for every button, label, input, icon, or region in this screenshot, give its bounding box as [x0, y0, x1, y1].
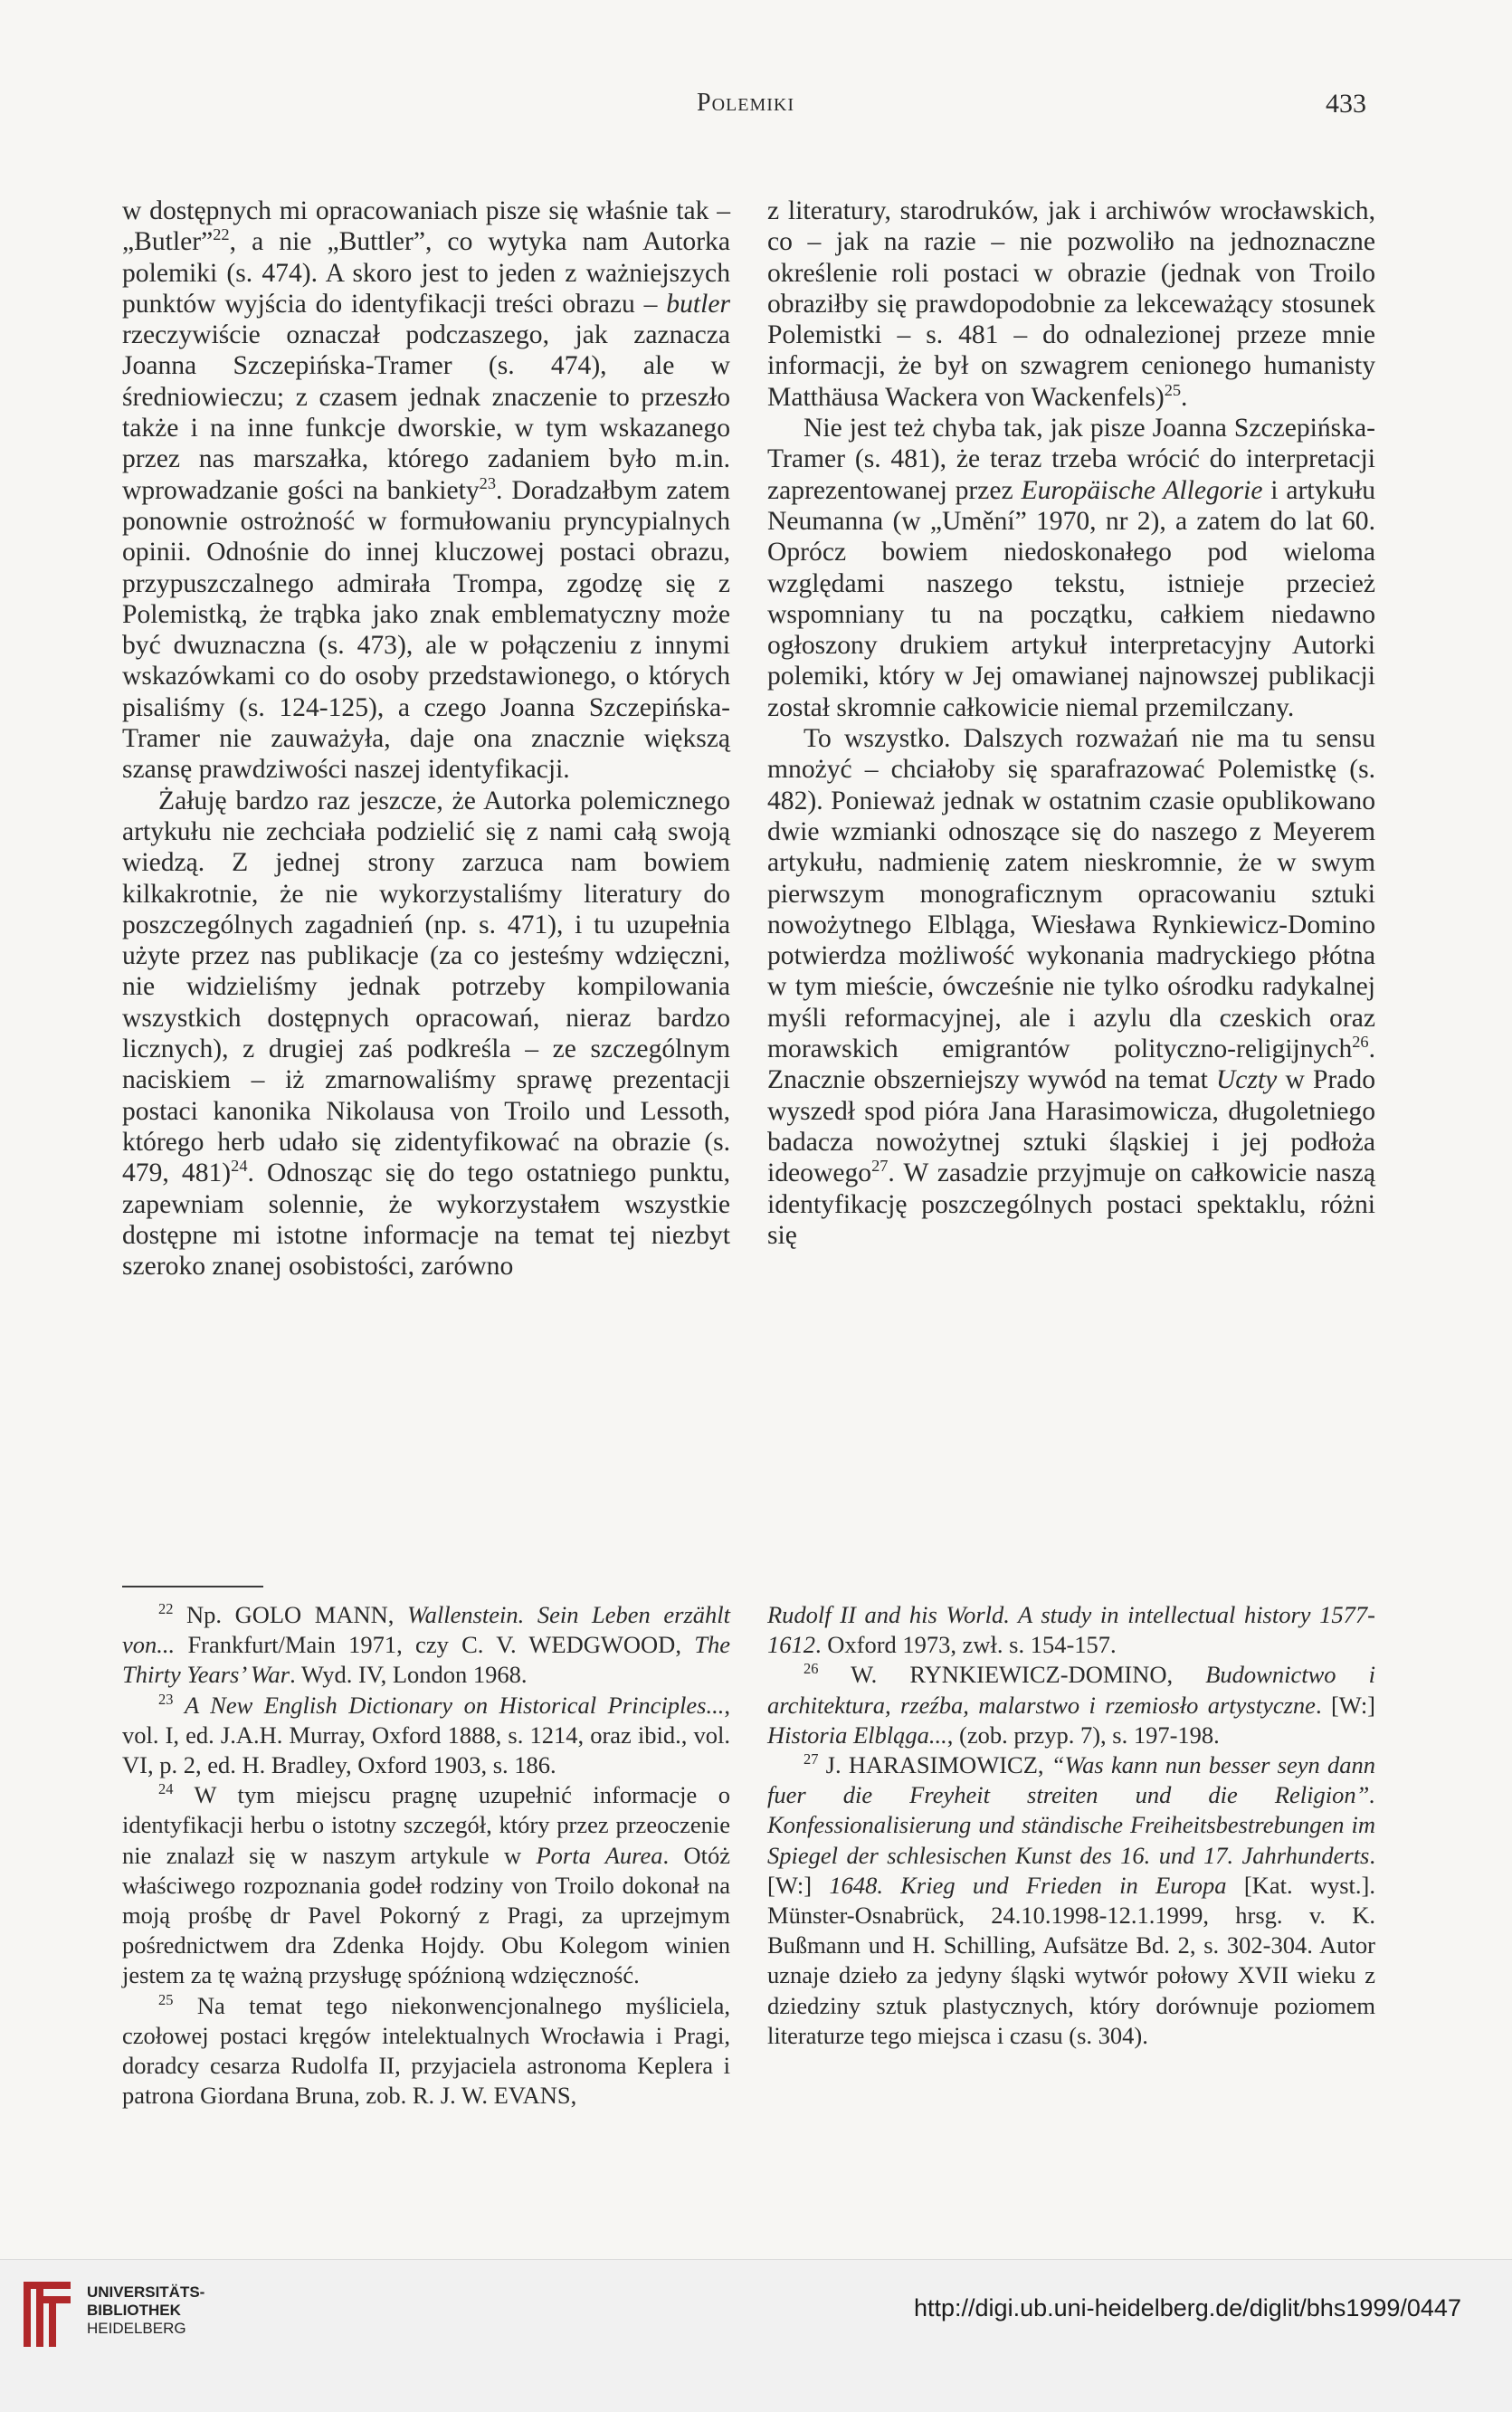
footnote-23: $^{23}$ A New English Dictionary on Historical Principles..., vol. I, ed. J.A.H. Murray, Oxford 1888, s. 1214, oraz ibid., vol. VI, p. 2, ed. H. Bradley, Oxford 1903, s. 186.	[122, 1690, 730, 1779]
body-paragraph: w dostępnych mi opracowaniach pisze się właśnie tak – „Butler”$^{22}$, a nie „Buttler”, co wytyka nam Autorka polemiki (s. 474). A skoro jest to jeden z ważniejszych punktów wyjścia do identyfikacji treści obrazu – butler rzeczywiście oznaczał podczaszego, jak zaznacza Joanna Szczepińska-Tramer (s. 474), ale w średniowieczu; z czasem jednak znaczenie to przeszło także i na inne funkcje dworskie, w tym wskazanego przez nas marszałka, którego zadaniem było m.in. wprowadzanie gości na bankiety$^{23}$. Doradzałbym zatem ponownie ostrożność w formułowaniu pryncypialnych opinii. Odnośnie do innej kluczowej postaci obrazu, przypuszczalnego admirała Trompa, zgodzę się z Polemistką, że trąbka jako znak emblematyczny może być dwuznaczna (s. 473), ale w połączeniu z innymi wskazówkami co do osoby przedstawionego, o których pisaliśmy (s. 124-125), a czego Joanna Szczepińska-Tramer nie zauważyła, daje ona znacznie większą szansę prawdziwości naszej identyfikacji.	[122, 196, 730, 785]
body-paragraph: Żałuję bardzo raz jeszcze, że Autorka polemicznego artykułu nie zechciała podzielić się z nami całą swoją wiedzą. Z jednej strony zarzuca nam bowiem kilkakrotnie, że nie wykorzystaliśmy literatury do poszczególnych zagadnień (np. s. 471), i tu uzupełnia użyte przez nas publikacje (za co jesteśmy wdzięczni, nie widzieliśmy jednak potrzeby kompilowania wszystkich dostępnych opracowań, nieraz bardzo licznych), z drugiej zaś podkreśla – ze szczególnym naciskiem – iż zmarnowaliśmy sprawę prezentacji postaci kanonika Nikolausa von Troilo und Lessoth, którego herb udało się zidentyfikować na obrazie (s. 479, 481)$^{24}$. Odnosząc się do tego ostatniego punktu, zapewniam solennie, że wykorzystałem wszystkie dostępne mi istotne informacje na temat tej niezbyt szeroko znanej osobistości, zarówno	[122, 786, 731, 1282]
body-column-right	[767, 195, 1375, 1251]
library-name-line: UNIVERSITÄTS-	[87, 2283, 205, 2301]
body-paragraph: z literatury, starodruków, jak i archiwów wrocławskich, co – jak na razie – nie pozwoliło na jednoznaczne określenie roli postaci w obrazie (jednak von Troilo obraziłby się prawdopodobnie za lekceważący stosunek Polemistki – s. 481 – do odnalezionej przeze mnie informacji, że był on szwagrem cenionego humanisty Matthäusa Wackera von Wackenfels)$^{25}$.	[767, 196, 1375, 412]
footnote-22: $^{22}$ Np. GOLO MANN, Wallenstein. Sein Leben erzählt von... Frankfurt/Main 1971, czy C. V. WEDGWOOD, The Thirty Years’ War. Wyd. IV, London 1968.	[122, 1600, 730, 1689]
source-url-link[interactable]: http://digi.ub.uni-heidelberg.de/diglit/bhs1999/0447	[914, 2294, 1461, 2321]
footnote-separator	[122, 1586, 263, 1587]
library-logo-icon	[18, 2276, 76, 2352]
footnotes-left	[122, 1600, 730, 2111]
footnotes-right	[767, 1600, 1375, 2051]
body-paragraph: To wszystko. Dalszych rozważań nie ma tu sensu mnożyć – chciałoby się sparafrazować Polemistkę (s. 482). Ponieważ jednak w ostatnim czasie opublikowano dwie wzmianki odnoszące się do naszego z Meyerem artykułu, nadmienię zatem nieskromnie, że w swym pierwszym monograficznym opracowaniu sztuki nowożytnego Elbląga, Wiesława Rynkiewicz-Domino potwierdza możliwość wykonania madryckiego płótna w tym mieście, ówcześnie nie tylko ośrodku radykalnej myśli reformacyjnej, ale i azylu dla czeskich oraz morawskich emigrantów polityczno-religijnych$^{26}$. Znacznie obszerniejszy wywód na temat Uczty w Prado wyszedł spod pióra Jana Harasimowicza, długoletniego badacza nowożytnej sztuki śląskiej i jej podłoża ideowego$^{27}$. W zasadzie przyjmuje on całkowicie naszą identyfikację poszczególnych postaci spektaklu, różni się	[767, 724, 1375, 1250]
body-column-left	[122, 195, 730, 1282]
library-name-line: HEIDELBERG	[87, 2320, 186, 2337]
running-head	[0, 89, 1512, 125]
footnote-27: $^{27}$ J. HARASIMOWICZ, “Was kann nun besser seyn dann fuer die Freyheit streiten und die Religion”. Konfessionalisierung und ständische Freiheitsbestrebungen im Spiegel der schlesischen Kunst des 16. und 17. Jahrhunderts. [W:] 1648. Krieg und Frieden in Europa [Kat. wyst.]. Münster-Osnabrück, 24.10.1998-12.1.1999, hrsg. v. K. Bußmann und H. Schilling, Aufsätze Bd. 2, s. 302-304. Autor uznaje dzieło za jedyny śląski wytwór połowy XVII wieku z dziedziny sztuk plastycznych, który dorównuje poziomem literaturze tego miejsca i czasu (s. 304).	[767, 1750, 1375, 2049]
library-name	[87, 2283, 204, 2338]
page-number: 433	[1326, 89, 1366, 119]
footnote-26: $^{26}$ W. RYNKIEWICZ-DOMINO, Budownictwo i architektura, rzeźba, malarstwo i rzemiosło artystyczne. [W:] Historia Elbląga..., (zob. przyp. 7), s. 197-198.	[767, 1660, 1376, 1749]
footnote-25-continued: Rudolf II and his World. A study in intellectual history 1577-1612. Oxford 1973, zwł. s. 154-157.	[767, 1601, 1375, 1659]
library-name-line: BIBLIOTHEK	[87, 2302, 181, 2319]
body-paragraph: Nie jest też chyba tak, jak pisze Joanna Szczepińska-Tramer (s. 481), że teraz trzeba wrócić do interpretacji zaprezentowanej przez Europäische Allegorie i artykułu Neumanna (w „Umění” 1970, nr 2), a zatem do lat 60. Oprócz bowiem niedoskonałego pod wieloma względami naszego tekstu, istnieje przecież wspomniany tu na początku, całkiem niedawno ogłoszony drukiem artykuł interpretacyjny Autorki polemiki, który w Jej omawianej najnowszej publikacji został skromnie całkowicie niemal przemilczany.	[767, 414, 1375, 722]
footnote-24: $^{24}$ W tym miejscu pragnę uzupełnić informacje o identyfikacji herbu o istotny szczegół, który przez przeoczenie nie znalazł się w naszym artykule w Porta Aurea. Otóż właściwego rozpoznania godeł rodziny von Troilo dokonał na moją prośbę dr Pavel Pokorný z Pragi, za uprzejmym pośrednictwem dra Zdenka Hojdy. Obu Kolegom winien jestem za tę ważną przysługę spóźnioną wdzięczność.	[122, 1780, 730, 1989]
footnote-25: $^{25}$ Na temat tego niekonwencjonalnego myśliciela, czołowej postaci kręgów intelektualnych Wrocławia i Pragi, doradcy cesarza Rudolfa II, przyjaciela astronoma Keplera i patrona Giordana Bruna, zob. R. J. W. EVANS,	[122, 1990, 730, 2110]
library-footer	[0, 2259, 1512, 2412]
running-title: Polemiki	[697, 89, 794, 117]
